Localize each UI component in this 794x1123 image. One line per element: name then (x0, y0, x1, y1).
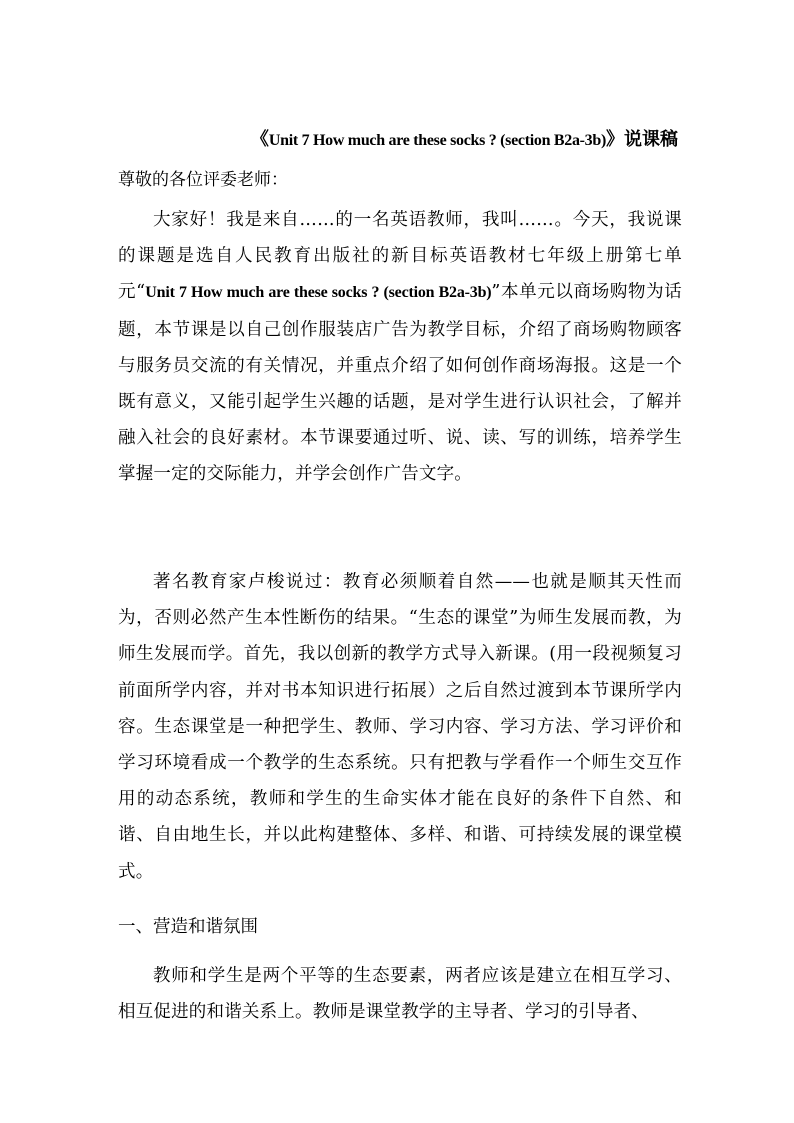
paragraph-intro (118, 202, 682, 493)
paragraph-intro-part-1: 大家好！我是来自……的一名英语教师，我叫……。今天，我说课的课题是选自人民教育出版社的新目标英语教材七年级上册第七单元“ (118, 210, 682, 303)
paragraph-intro-english-title: Unit 7 How much are these socks ? (section B2a-3b) (145, 284, 492, 302)
paragraph-intro-part-2: ”本单元以商场购物为话题，本节课是以自己创作服装店广告为教学目标，介绍了商场购物顾客与服务员交流的有关情况，并重点介绍了如何创作商场海报。这是一个既有意义，又能引起学生兴趣的话题，是对学生进行认识社会，了解并融入社会的良好素材。本节课要通过听、说、读、写的训练，培养学生掌握一定的交际能力，并学会创作广告文字。 (118, 282, 682, 485)
section-heading-1: 一、营造和谐氛围 (118, 917, 258, 937)
document-title (118, 126, 678, 155)
paragraph-section-1: 教师和学生是两个平等的生态要素，两者应该是建立在相互学习、相互促进的和谐关系上。教师是课堂教学的主导者、学习的引导者、 (118, 966, 682, 1023)
paragraph-ecological-classroom: 著名教育家卢梭说过：教育必须顺着自然——也就是顺其天性而为，否则必然产生本性断伤的结果。“生态的课堂”为师生发展而教，为师生发展而学。首先，我以创新的教学方式导入新课。(用一段视频复习前面所学内容，并对书本知识进行拓展）之后自然过渡到本节课所学内容。生态课堂是一种把学生、教师、学习内容、学习方法、学习评价和学习环境看成一个教学的生态系统。只有把教与学看作一个师生交互作用的动态系统，教师和学生的生命实体才能在良好的条件下自然、和谐、自由地生长，并以此构建整体、多样、和谐、可持续发展的课堂模式。 (118, 572, 682, 882)
salutation: 尊敬的各位评委老师： (118, 170, 288, 190)
title-suffix: 》说课稿 (606, 129, 678, 150)
title-prefix: 《 (250, 129, 269, 150)
title-english: Unit 7 How much are these socks ? (section B2a-3b) (268, 132, 606, 149)
